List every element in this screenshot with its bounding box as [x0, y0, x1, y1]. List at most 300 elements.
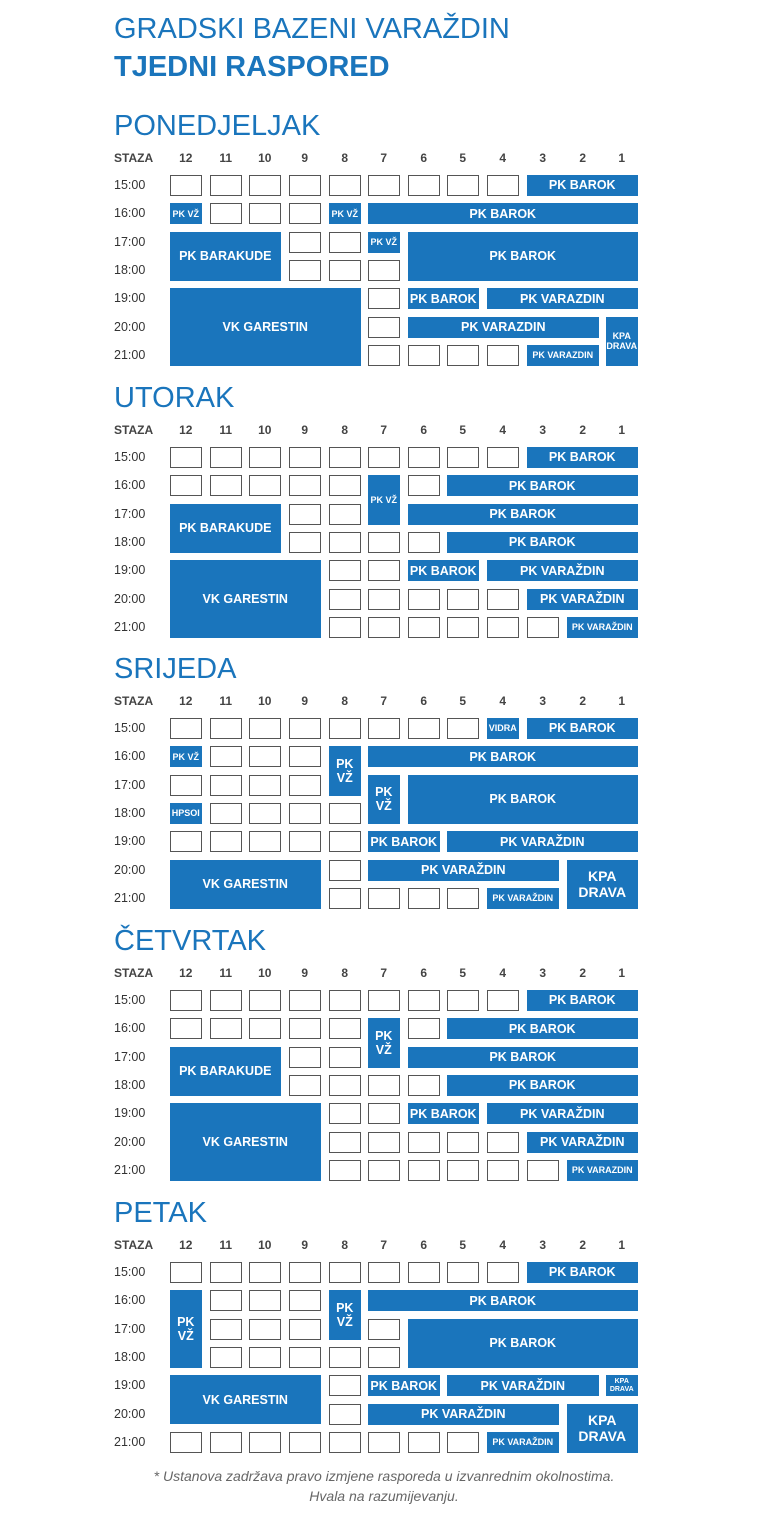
reservation-block: PK VŽ	[368, 775, 400, 824]
reservation-block: PK BAROK	[368, 746, 638, 767]
lane-number: 11	[219, 1238, 233, 1252]
lane-number: 9	[301, 423, 309, 437]
lane-number: 11	[219, 966, 233, 980]
reservation-block: PK VŽ	[170, 203, 202, 224]
empty-lane-cell	[527, 1160, 559, 1181]
lane-number: 8	[341, 151, 349, 165]
empty-lane-cell	[329, 1018, 361, 1039]
reservation-block: PK VŽ	[368, 232, 400, 253]
reservation-block: PK VARAZDIN	[527, 345, 599, 366]
empty-lane-cell	[368, 718, 400, 739]
empty-lane-cell	[447, 1432, 479, 1453]
empty-lane-cell	[447, 1132, 479, 1153]
staza-label: STAZA	[114, 1238, 154, 1252]
day-title-3: ČETVRTAK	[114, 925, 267, 957]
reservation-block: VK GARESTIN	[170, 288, 361, 366]
time-label: 19:00	[114, 291, 146, 306]
time-label: 18:00	[114, 262, 146, 277]
empty-lane-cell	[289, 532, 321, 553]
empty-lane-cell	[408, 475, 440, 496]
empty-lane-cell	[329, 560, 361, 581]
lane-number: 4	[499, 1238, 507, 1252]
empty-lane-cell	[368, 617, 400, 638]
empty-lane-cell	[289, 447, 321, 468]
lane-number: 2	[579, 694, 587, 708]
time-label: 18:00	[114, 805, 146, 820]
empty-lane-cell	[368, 447, 400, 468]
reservation-block: PK BAROK	[368, 203, 638, 224]
schedule-title: TJEDNI RASPORED	[114, 51, 390, 83]
time-label: 19:00	[114, 1378, 146, 1393]
empty-lane-cell	[170, 175, 202, 196]
empty-lane-cell	[329, 1103, 361, 1124]
empty-lane-cell	[249, 1018, 281, 1039]
time-label: 17:00	[114, 777, 146, 792]
reservation-block: PK VARAŽDIN	[447, 831, 638, 852]
time-label: 16:00	[114, 478, 146, 493]
empty-lane-cell	[408, 617, 440, 638]
time-label: 17:00	[114, 234, 146, 249]
reservation-block: PK VARAŽDIN	[368, 1404, 559, 1425]
lane-number: 1	[618, 1238, 626, 1252]
empty-lane-cell	[487, 589, 519, 610]
empty-lane-cell	[170, 475, 202, 496]
empty-lane-cell	[249, 775, 281, 796]
empty-lane-cell	[329, 617, 361, 638]
lane-number: 12	[179, 1238, 193, 1252]
lane-number: 5	[459, 151, 467, 165]
empty-lane-cell	[447, 175, 479, 196]
empty-lane-cell	[329, 1075, 361, 1096]
empty-lane-cell	[368, 589, 400, 610]
time-label: 15:00	[114, 993, 146, 1007]
lane-number: 8	[341, 423, 349, 437]
empty-lane-cell	[170, 775, 202, 796]
empty-lane-cell	[289, 1319, 321, 1340]
lane-number: 7	[380, 694, 388, 708]
empty-lane-cell	[408, 1075, 440, 1096]
reservation-block: PK VARAZDIN	[567, 1160, 638, 1181]
lane-number: 3	[539, 151, 547, 165]
reservation-block: KPA DRAVA	[567, 1404, 638, 1453]
empty-lane-cell	[527, 617, 559, 638]
empty-lane-cell	[487, 345, 519, 366]
lane-number: 12	[179, 151, 193, 165]
empty-lane-cell	[289, 504, 321, 525]
time-label: 16:00	[114, 1293, 146, 1308]
time-label: 18:00	[114, 1077, 146, 1092]
empty-lane-cell	[210, 718, 242, 739]
empty-lane-cell	[408, 888, 440, 909]
empty-lane-cell	[249, 203, 281, 224]
reservation-block: PK BAROK	[527, 718, 638, 739]
lane-number: 1	[618, 694, 626, 708]
reservation-block: PK BAROK	[408, 560, 479, 581]
empty-lane-cell	[408, 990, 440, 1011]
lane-number: 4	[499, 966, 507, 980]
empty-lane-cell	[289, 1262, 321, 1283]
empty-lane-cell	[329, 1262, 361, 1283]
empty-lane-cell	[249, 475, 281, 496]
lane-number: 12	[179, 423, 193, 437]
empty-lane-cell	[289, 1432, 321, 1453]
reservation-block: PK BAROK	[527, 447, 638, 468]
reservation-block: PK BAROK	[447, 475, 638, 496]
lane-number: 8	[341, 1238, 349, 1252]
empty-lane-cell	[447, 1262, 479, 1283]
empty-lane-cell	[487, 1160, 519, 1181]
empty-lane-cell	[289, 746, 321, 767]
empty-lane-cell	[487, 990, 519, 1011]
reservation-block: PK BAROK	[447, 1018, 638, 1039]
empty-lane-cell	[289, 175, 321, 196]
lane-number: 7	[380, 151, 388, 165]
empty-lane-cell	[329, 1132, 361, 1153]
reservation-block: PK VARAŽDIN	[487, 1103, 638, 1124]
reservation-block: PK BAROK	[447, 1075, 638, 1096]
empty-lane-cell	[170, 1018, 202, 1039]
empty-lane-cell	[329, 1432, 361, 1453]
empty-lane-cell	[249, 1290, 281, 1311]
empty-lane-cell	[329, 831, 361, 852]
reservation-block: PK VARAŽDIN	[567, 617, 638, 638]
time-label: 21:00	[114, 347, 146, 362]
empty-lane-cell	[249, 175, 281, 196]
time-label: 15:00	[114, 450, 146, 464]
empty-lane-cell	[170, 447, 202, 468]
empty-lane-cell	[368, 317, 400, 338]
reservation-block: PK VARAŽDIN	[368, 860, 559, 881]
empty-lane-cell	[329, 475, 361, 496]
empty-lane-cell	[210, 447, 242, 468]
reservation-block: PK VŽ	[170, 1290, 202, 1368]
reservation-block: PK VARAŽDIN	[447, 1375, 599, 1396]
empty-lane-cell	[368, 1432, 400, 1453]
empty-lane-cell	[368, 990, 400, 1011]
empty-lane-cell	[210, 746, 242, 767]
empty-lane-cell	[408, 345, 440, 366]
empty-lane-cell	[408, 1160, 440, 1181]
empty-lane-cell	[249, 831, 281, 852]
lane-number: 7	[380, 966, 388, 980]
empty-lane-cell	[447, 447, 479, 468]
reservation-block: PK BARAKUDE	[170, 504, 281, 553]
empty-lane-cell	[289, 1347, 321, 1368]
empty-lane-cell	[329, 1375, 361, 1396]
empty-lane-cell	[249, 746, 281, 767]
lane-number: 6	[420, 1238, 428, 1252]
empty-lane-cell	[210, 990, 242, 1011]
empty-lane-cell	[408, 1262, 440, 1283]
empty-lane-cell	[408, 175, 440, 196]
time-label: 18:00	[114, 534, 146, 549]
lane-number: 2	[579, 1238, 587, 1252]
empty-lane-cell	[368, 1347, 400, 1368]
empty-lane-cell	[210, 1018, 242, 1039]
day-title-1: UTORAK	[114, 382, 235, 414]
empty-lane-cell	[289, 831, 321, 852]
empty-lane-cell	[170, 718, 202, 739]
empty-lane-cell	[487, 175, 519, 196]
lane-number: 6	[420, 151, 428, 165]
time-label: 15:00	[114, 178, 146, 192]
empty-lane-cell	[368, 345, 400, 366]
reservation-block: PK BAROK	[368, 831, 440, 852]
empty-lane-cell	[289, 990, 321, 1011]
lane-number: 2	[579, 151, 587, 165]
empty-lane-cell	[249, 447, 281, 468]
staza-label: STAZA	[114, 966, 154, 980]
empty-lane-cell	[289, 775, 321, 796]
reservation-block: PK BAROK	[408, 232, 638, 281]
empty-lane-cell	[249, 1347, 281, 1368]
reservation-block: HPSOI	[170, 803, 202, 824]
lane-number: 6	[420, 966, 428, 980]
lane-number: 1	[618, 966, 626, 980]
lane-number: 8	[341, 694, 349, 708]
empty-lane-cell	[289, 803, 321, 824]
reservation-block: PK BAROK	[368, 1375, 440, 1396]
empty-lane-cell	[329, 990, 361, 1011]
day-title-0: PONEDJELJAK	[114, 110, 321, 142]
lane-number: 3	[539, 423, 547, 437]
empty-lane-cell	[487, 617, 519, 638]
empty-lane-cell	[210, 1432, 242, 1453]
empty-lane-cell	[329, 232, 361, 253]
empty-lane-cell	[408, 1132, 440, 1153]
time-label: 20:00	[114, 1134, 146, 1149]
reservation-block: KPA DRAVA	[567, 860, 638, 909]
empty-lane-cell	[210, 803, 242, 824]
empty-lane-cell	[447, 990, 479, 1011]
time-label: 16:00	[114, 206, 146, 221]
reservation-block: PK BAROK	[408, 1103, 479, 1124]
empty-lane-cell	[329, 718, 361, 739]
staza-label: STAZA	[114, 423, 154, 437]
reservation-block: PK BARAKUDE	[170, 232, 281, 281]
lane-number: 1	[618, 151, 626, 165]
time-label: 19:00	[114, 834, 146, 849]
time-label: 20:00	[114, 862, 146, 877]
reservation-block: PK BAROK	[408, 288, 479, 309]
time-label: 21:00	[114, 1162, 146, 1177]
staza-label: STAZA	[114, 151, 154, 165]
reservation-block: PK VARAŽDIN	[527, 1132, 638, 1153]
lane-number: 12	[179, 966, 193, 980]
reservation-block: PK VARAZDIN	[408, 317, 599, 338]
lane-number: 3	[539, 1238, 547, 1252]
time-label: 17:00	[114, 506, 146, 521]
lane-number: 4	[499, 423, 507, 437]
reservation-block: PK BAROK	[408, 1319, 638, 1368]
staza-label: STAZA	[114, 694, 154, 708]
lane-number: 5	[459, 1238, 467, 1252]
empty-lane-cell	[329, 1160, 361, 1181]
reservation-block: VK GARESTIN	[170, 560, 321, 638]
empty-lane-cell	[289, 718, 321, 739]
reservation-block: PK VARAŽDIN	[487, 1432, 559, 1453]
empty-lane-cell	[368, 175, 400, 196]
thanks-note: Hvala na razumijevanju.	[309, 1488, 459, 1504]
empty-lane-cell	[210, 775, 242, 796]
lane-number: 11	[219, 423, 233, 437]
empty-lane-cell	[447, 589, 479, 610]
empty-lane-cell	[408, 718, 440, 739]
empty-lane-cell	[368, 1075, 400, 1096]
lane-number: 11	[219, 694, 233, 708]
empty-lane-cell	[368, 288, 400, 309]
empty-lane-cell	[408, 532, 440, 553]
empty-lane-cell	[210, 203, 242, 224]
lane-number: 6	[420, 694, 428, 708]
empty-lane-cell	[289, 203, 321, 224]
reservation-block: KPA DRAVA	[606, 317, 638, 366]
empty-lane-cell	[289, 1047, 321, 1068]
time-label: 18:00	[114, 1349, 146, 1364]
empty-lane-cell	[408, 447, 440, 468]
time-label: 15:00	[114, 721, 146, 735]
empty-lane-cell	[487, 447, 519, 468]
reservation-block: PK VARAZDIN	[487, 288, 638, 309]
empty-lane-cell	[487, 1262, 519, 1283]
empty-lane-cell	[329, 1347, 361, 1368]
empty-lane-cell	[447, 888, 479, 909]
lane-number: 8	[341, 966, 349, 980]
reservation-block: VK GARESTIN	[170, 1103, 321, 1181]
empty-lane-cell	[368, 560, 400, 581]
time-label: 20:00	[114, 1406, 146, 1421]
empty-lane-cell	[249, 1319, 281, 1340]
lane-number: 9	[301, 1238, 309, 1252]
empty-lane-cell	[329, 504, 361, 525]
empty-lane-cell	[408, 589, 440, 610]
reservation-block: PK VŽ	[329, 1290, 361, 1339]
time-label: 20:00	[114, 591, 146, 606]
reservation-block: PK VŽ	[170, 746, 202, 767]
empty-lane-cell	[408, 1432, 440, 1453]
empty-lane-cell	[249, 990, 281, 1011]
lane-number: 10	[258, 1238, 272, 1252]
lane-number: 5	[459, 423, 467, 437]
lane-number: 11	[219, 151, 233, 165]
reservation-block: PK BAROK	[527, 175, 638, 196]
empty-lane-cell	[447, 345, 479, 366]
lane-number: 10	[258, 694, 272, 708]
reservation-block: PK VŽ	[368, 475, 400, 524]
reservation-block: PK VŽ	[329, 746, 361, 795]
empty-lane-cell	[368, 1132, 400, 1153]
empty-lane-cell	[408, 1018, 440, 1039]
reservation-block: VIDRA	[487, 718, 519, 739]
empty-lane-cell	[487, 1132, 519, 1153]
empty-lane-cell	[289, 232, 321, 253]
time-label: 19:00	[114, 563, 146, 578]
lane-number: 3	[539, 966, 547, 980]
empty-lane-cell	[368, 1262, 400, 1283]
empty-lane-cell	[368, 260, 400, 281]
empty-lane-cell	[289, 260, 321, 281]
empty-lane-cell	[329, 1404, 361, 1425]
lane-number: 4	[499, 151, 507, 165]
lane-number: 1	[618, 423, 626, 437]
pool-title: GRADSKI BAZENI VARAŽDIN	[114, 13, 510, 45]
lane-number: 3	[539, 694, 547, 708]
empty-lane-cell	[329, 1047, 361, 1068]
empty-lane-cell	[289, 1075, 321, 1096]
lane-number: 5	[459, 966, 467, 980]
reservation-block: PK VARAŽDIN	[487, 560, 638, 581]
reservation-block: PK VARAŽDIN	[487, 888, 559, 909]
time-label: 17:00	[114, 1321, 146, 1336]
time-label: 15:00	[114, 1265, 146, 1279]
empty-lane-cell	[210, 1290, 242, 1311]
empty-lane-cell	[249, 718, 281, 739]
lane-number: 7	[380, 1238, 388, 1252]
empty-lane-cell	[368, 532, 400, 553]
empty-lane-cell	[210, 175, 242, 196]
empty-lane-cell	[368, 1319, 400, 1340]
disclaimer-note: * Ustanova zadržava pravo izmjene rasporeda u izvanrednim okolnostima.	[153, 1468, 615, 1484]
empty-lane-cell	[170, 990, 202, 1011]
time-label: 17:00	[114, 1049, 146, 1064]
lane-number: 4	[499, 694, 507, 708]
empty-lane-cell	[170, 831, 202, 852]
empty-lane-cell	[289, 475, 321, 496]
time-label: 21:00	[114, 619, 146, 634]
empty-lane-cell	[210, 1347, 242, 1368]
empty-lane-cell	[210, 475, 242, 496]
reservation-block: VK GARESTIN	[170, 1375, 321, 1424]
lane-number: 7	[380, 423, 388, 437]
day-title-4: PETAK	[114, 1197, 207, 1229]
lane-number: 5	[459, 694, 467, 708]
reservation-block: KPA DRAVA	[606, 1375, 638, 1396]
empty-lane-cell	[368, 1103, 400, 1124]
reservation-block: VK GARESTIN	[170, 860, 321, 909]
day-title-2: SRIJEDA	[114, 653, 237, 685]
lane-number: 10	[258, 423, 272, 437]
time-label: 16:00	[114, 749, 146, 764]
empty-lane-cell	[329, 888, 361, 909]
empty-lane-cell	[210, 1319, 242, 1340]
empty-lane-cell	[329, 260, 361, 281]
empty-lane-cell	[329, 532, 361, 553]
lane-number: 10	[258, 151, 272, 165]
empty-lane-cell	[249, 1262, 281, 1283]
empty-lane-cell	[210, 831, 242, 852]
reservation-block: PK BAROK	[408, 504, 638, 525]
empty-lane-cell	[329, 589, 361, 610]
empty-lane-cell	[447, 1160, 479, 1181]
empty-lane-cell	[447, 617, 479, 638]
reservation-block: PK BAROK	[408, 775, 638, 824]
lane-number: 12	[179, 694, 193, 708]
reservation-block: PK VŽ	[329, 203, 361, 224]
reservation-block: PK BAROK	[527, 990, 638, 1011]
empty-lane-cell	[249, 1432, 281, 1453]
lane-number: 6	[420, 423, 428, 437]
lane-number: 2	[579, 423, 587, 437]
empty-lane-cell	[289, 1018, 321, 1039]
empty-lane-cell	[170, 1262, 202, 1283]
empty-lane-cell	[289, 1290, 321, 1311]
reservation-block: PK BAROK	[527, 1262, 638, 1283]
empty-lane-cell	[210, 1262, 242, 1283]
reservation-block: PK VŽ	[368, 1018, 400, 1067]
empty-lane-cell	[329, 860, 361, 881]
empty-lane-cell	[170, 1432, 202, 1453]
lane-number: 9	[301, 966, 309, 980]
